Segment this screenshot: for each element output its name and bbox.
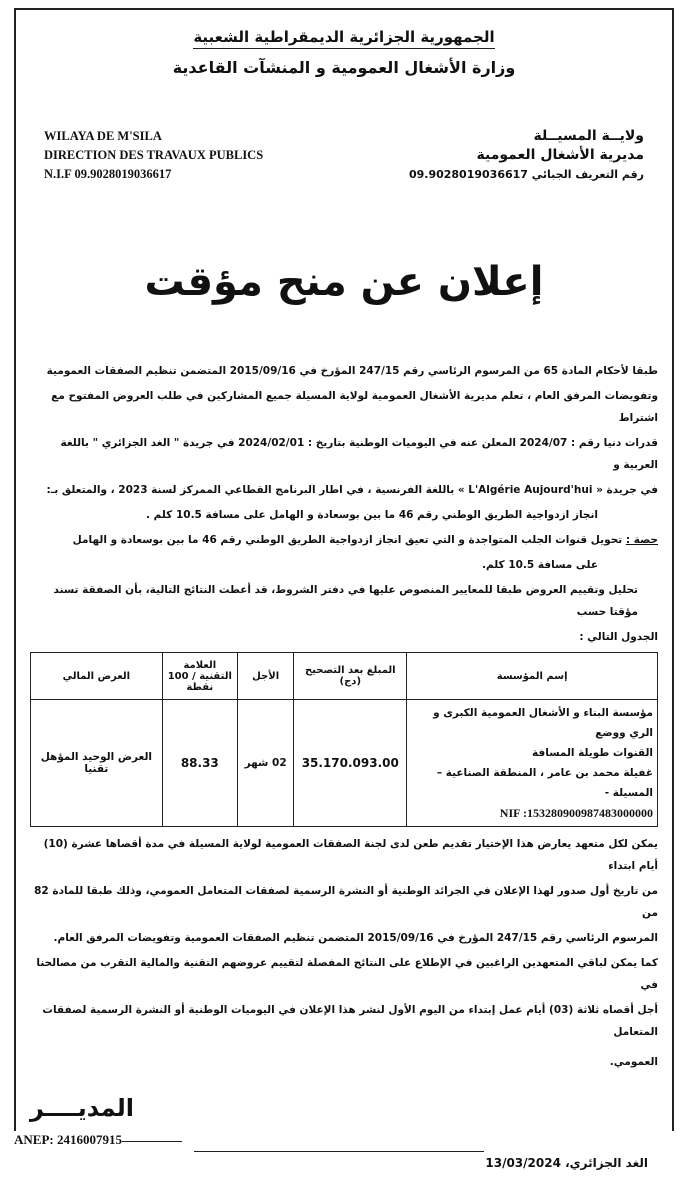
wilaya-ar: ولايــة المسيــلة [533, 128, 644, 144]
closing-line: يمكن لكل متعهد يعارض هذا الإختيار تقديم طعن لدى لجنة الصفقات العمومية لولاية المسيلة في مدة أقصاها عشرة (10) أيام ابتداء [43, 838, 658, 872]
company-line: القنوات طويلة المسافة [532, 747, 653, 759]
lot-text-2: على مسافة 10.5 كلم. [482, 559, 598, 571]
intro-line: وتفويضات المرفق العام ، تعلم مديرية الأشغال العمومية لولاية المسيلة جميع المشاركين في طلب العروض المفتوح مع اشتراط [51, 390, 658, 424]
republic-heading [30, 28, 658, 46]
nif-ar: رقم التعريف الجبائي 09.9028019036617 [408, 168, 644, 181]
intro-line: انجاز ازدواجية الطريق الوطني رقم 46 ما بين بوسعادة و الهامل على مسافة 10.5 كلم . [146, 509, 598, 521]
cell-score: 88.33 [162, 700, 237, 827]
closing-line: كما يمكن لباقي المتعهدين الراغبين في الإطلاع على النتائج المفصلة لتقييم عروضهم التقنية والمالية التقرب من مصالحنا في [36, 957, 658, 991]
cell-amount: 35.170.093.00 [294, 700, 407, 827]
french-issuer-block [30, 127, 263, 184]
closing-line: المرسوم الرئاسي رقم 247/15 المؤرخ في 2015/09/16 المتضمن تنظيم الصفقات العمومية وتفويضات المرفق العام. [53, 932, 658, 944]
director-signature: المديــــر [30, 1094, 134, 1122]
intro-text [30, 360, 658, 648]
table-row [31, 700, 658, 827]
nif-fr: N.I.F 09.9028019036617 [44, 167, 172, 181]
closing-line: أجل أقصاه ثلاثة (03) أيام عمل إبتداء من اليوم الأول لنشر هذا الإعلان في اليوميات الوطنية أو النشرة الرسمية لصفقات المتعامل [42, 1004, 658, 1038]
intro-line: طبقا لأحكام المادة 65 من المرسوم الرئاسي رقم 247/15 المؤرخ في 2015/09/16 المتضمن تنظيم الصفقات العمومية [46, 365, 658, 377]
issuer-row [30, 127, 658, 184]
direction-ar: مديرية الأشغال العمومية [476, 147, 644, 163]
anep-reference: ANEP: 2416007915 [14, 1131, 674, 1149]
company-line: مؤسسة البناء و الأشغال العمومية الكبرى و الري ووضع [433, 707, 653, 739]
ministry-heading: وزارة الأشغال العمومية و المنشآت القاعدية [172, 58, 516, 77]
notice-title: إعلان عن منح مؤقت [144, 259, 544, 305]
lot-label: حصة : [625, 534, 658, 546]
notice-frame [14, 8, 674, 1131]
footer-divider [194, 1151, 484, 1152]
closing-line: من تاريخ أول صدور لهذا الإعلان في الجرائد الوطنية أو النشرة الرسمية لصفقات المتعامل العمومي، وذلك طبقا للمادة 82 من [34, 885, 658, 919]
col-amount: المبلغ بعد التصحيح (دج) [294, 653, 407, 700]
intro-line: قدرات دنيا رقم : 2024/07 المعلن عنه في اليوميات الوطنية بتاريخ : 2024/02/01 في جريدة " الغد الجزائري " باللغة العربية و [60, 437, 658, 471]
cell-financial: العرض الوحيد المؤهل تقنيا [31, 700, 163, 827]
col-financial: العرض المالي [31, 653, 163, 700]
publication-line: الغد الجزائري، 13/03/2024 [485, 1156, 648, 1170]
intro-line: في جريدة « L'Algérie Aujourd'hui » باللغة الفرنسية ، في اطار البرنامج القطاعي الممركز لسنة 2023 ، والمتعلق بـ: [46, 484, 658, 496]
cell-delay: 02 شهر [237, 700, 293, 827]
table-header-row [31, 653, 658, 700]
evaluation-line: الجدول التالي : [579, 631, 658, 643]
closing-line: العمومي. [609, 1056, 658, 1068]
republic-heading-text: الجمهورية الجزائرية الديمقراطية الشعبية [193, 28, 494, 49]
col-score: العلامة التقنية / 100 نقطة [162, 653, 237, 700]
company-line: غفيلة محمد بن عامر ، المنطقة الصناعية – المسيلة - [436, 767, 653, 799]
arabic-issuer-block [409, 127, 658, 184]
award-table [30, 652, 658, 827]
direction-fr: DIRECTION DES TRAVAUX PUBLICS [44, 148, 264, 162]
cell-company [407, 700, 658, 827]
col-company: إسم المؤسسة [407, 653, 658, 700]
company-nif: NIF :153280900987483000000 [499, 806, 653, 820]
evaluation-line: تحليل وتقييم العروض طبقا للمعايير المنصوص عليها في دفتر الشروط، قد أعطت النتائج التالية، بأن الصفقة تسند مؤقتا حسب [53, 584, 638, 618]
lot [30, 529, 658, 551]
col-delay: الأجل [237, 653, 293, 700]
wilaya-fr: WILAYA DE M'SILA [44, 129, 162, 143]
lot-text: تحويل قنوات الجلب المتواجدة و التي تعيق انجاز ازدواجية الطريق الوطني رقم 46 ما بين بوسعادة و الهامل [72, 534, 623, 546]
footer [14, 1131, 674, 1182]
closing-text [30, 833, 658, 1073]
